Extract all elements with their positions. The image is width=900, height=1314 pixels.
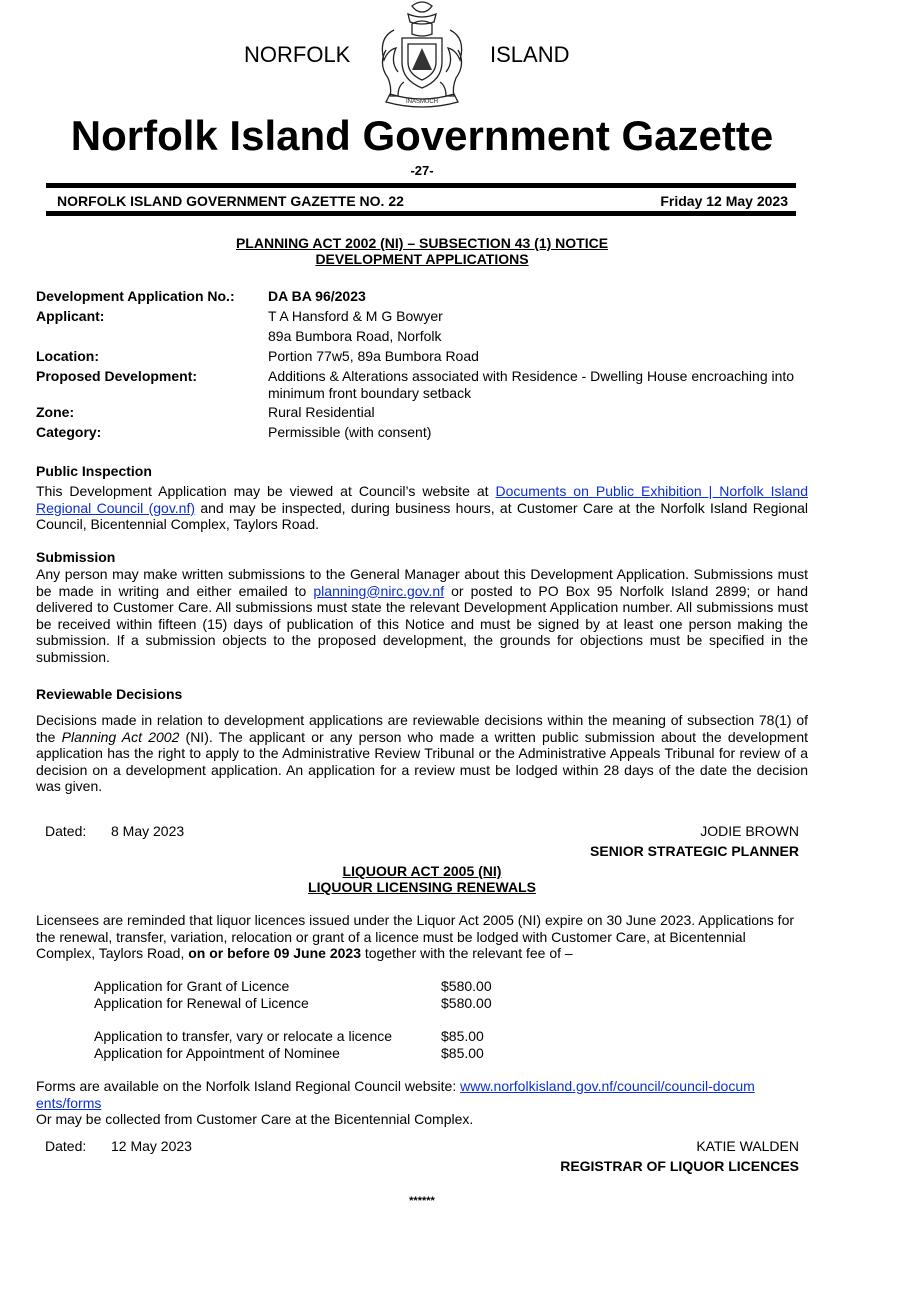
signatory-name: KATIE WALDEN bbox=[696, 1138, 799, 1154]
field-value: Rural Residential bbox=[268, 404, 375, 420]
fee-label: Application for Renewal of Licence bbox=[94, 995, 309, 1011]
fee-amount: $580.00 bbox=[441, 978, 492, 994]
liquor-act-heading: LIQUOUR ACT 2005 (NI) bbox=[342, 863, 502, 879]
public-inspection-text bbox=[36, 483, 808, 533]
paragraph-text: together with the relevant fee of – bbox=[360, 945, 573, 962]
svg-text:INASMUCH: INASMUCH bbox=[405, 99, 439, 105]
fee-label: Application for Appointment of Nominee bbox=[94, 1045, 340, 1061]
field-da-number bbox=[36, 288, 816, 308]
field-value: DA BA 96/2023 bbox=[268, 288, 366, 304]
fee-amount: $85.00 bbox=[441, 1045, 484, 1061]
act-name: Planning Act 2002 bbox=[61, 728, 180, 745]
gazette-date: Friday 12 May 2023 bbox=[660, 193, 788, 209]
field-category bbox=[36, 424, 816, 444]
dated-value: 8 May 2023 bbox=[111, 823, 185, 839]
field-location bbox=[36, 348, 816, 368]
fee-row bbox=[94, 978, 514, 995]
masthead-left: NORFOLK bbox=[244, 42, 351, 67]
field-zone bbox=[36, 404, 816, 424]
forms-text bbox=[36, 1078, 756, 1111]
paragraph-text: This Development Application may be viewed at Council’s website at bbox=[36, 483, 496, 499]
field-label: Category: bbox=[36, 424, 102, 440]
fee-amount: $580.00 bbox=[441, 995, 492, 1011]
deadline-text: on or before 09 June 2023 bbox=[188, 945, 361, 962]
rule-top bbox=[46, 183, 796, 188]
field-value: Permissible (with consent) bbox=[268, 424, 432, 440]
field-proposed-development bbox=[36, 368, 816, 404]
paragraph-text: Licensees are reminded that liquor licences issued under the Liquor Act 2005 (NI) expire on 30 June 2023. Applications for the renewal, transfer, variation, relocation or grant of a licence must be lodged with Customer Care, at Bicentennial Complex, Taylors Road, bbox=[36, 912, 795, 962]
signatory-title: REGISTRAR OF LIQUOR LICENCES bbox=[560, 1158, 799, 1174]
fee-row bbox=[94, 995, 514, 1012]
dated-value: 12 May 2023 bbox=[111, 1138, 192, 1154]
field-applicant-address bbox=[36, 328, 816, 348]
signatory-name: JODIE BROWN bbox=[700, 823, 799, 839]
signatory-title: SENIOR STRATEGIC PLANNER bbox=[590, 843, 799, 859]
masthead-right: ISLAND bbox=[490, 42, 570, 67]
paragraph-text: or posted to PO Box 95 Norfolk Island 2899; or hand delivered to Customer Care. All submissions must state the relevant Development Application number. All submissions must be received within fifteen (15) days of publication of this Notice and must be signed by at least one person making the submission. If a submission objects to the proposed development, the grounds for objections must be specified in the submission. bbox=[36, 582, 808, 665]
paragraph-text: Any person may make written submissions to the General Manager about this Development Application. Submissions must be made in writing and either emailed to bbox=[36, 566, 808, 599]
coat-of-arms-icon bbox=[364, 0, 480, 108]
fee-label: Application to transfer, vary or relocate a licence bbox=[94, 1028, 393, 1044]
crest-emblem bbox=[364, 0, 480, 108]
field-value: 89a Bumbora Road, Norfolk bbox=[268, 328, 442, 344]
rule-bottom bbox=[46, 211, 796, 216]
submission-heading: Submission bbox=[36, 549, 116, 565]
fee-label: Application for Grant of Licence bbox=[94, 978, 290, 994]
paragraph-text: Forms are available on the Norfolk Island Regional Council website: bbox=[36, 1078, 461, 1094]
reviewable-decisions-text bbox=[36, 712, 808, 795]
fee-row bbox=[94, 1045, 514, 1062]
development-applications-heading: DEVELOPMENT APPLICATIONS bbox=[315, 251, 529, 267]
page-number: -27- bbox=[410, 163, 434, 178]
end-mark: ****** bbox=[409, 1195, 435, 1207]
field-label: Zone: bbox=[36, 404, 75, 420]
field-label: Location: bbox=[36, 348, 99, 364]
liquor-renewals-heading: LIQUOUR LICENSING RENEWALS bbox=[308, 879, 536, 895]
forms-link[interactable]: www.norfolkisland.gov.nf/council/council-documents/forms bbox=[36, 1078, 755, 1111]
paragraph-text: and may be inspected, during business hours, at Customer Care at the Norfolk Island Regional Council, Bicentennial Complex, Taylors Road. bbox=[36, 499, 808, 533]
public-exhibition-link[interactable]: Documents on Public Exhibition | Norfolk Island Regional Council (gov.nf) bbox=[36, 483, 808, 516]
dated-label: Dated: bbox=[45, 1138, 87, 1154]
field-value: Additions & Alterations associated with Residence - Dwelling House encroaching into minimum front boundary setback bbox=[268, 368, 795, 401]
paragraph-text: Decisions made in relation to development applications are reviewable decisions within the meaning of subsection 78(1) of the bbox=[36, 712, 808, 745]
field-label: Applicant: bbox=[36, 308, 105, 324]
field-value: T A Hansford & M G Bowyer bbox=[268, 308, 443, 324]
gazette-number: NORFOLK ISLAND GOVERNMENT GAZETTE NO. 22 bbox=[57, 193, 404, 209]
collect-text: Or may be collected from Customer Care at the Bicentennial Complex. bbox=[36, 1111, 474, 1127]
liquor-intro-text bbox=[36, 912, 808, 962]
dated-label: Dated: bbox=[45, 823, 87, 839]
fee-amount: $85.00 bbox=[441, 1028, 484, 1044]
planning-heading: PLANNING ACT 2002 (NI) – SUBSECTION 43 (1) NOTICE bbox=[235, 235, 609, 251]
fee-row bbox=[94, 1028, 514, 1045]
field-label: Proposed Development: bbox=[36, 368, 198, 384]
gazette-title: Norfolk Island Government Gazette bbox=[70, 112, 774, 159]
planning-email-link[interactable]: planning@nirc.gov.nf bbox=[313, 582, 445, 599]
submission-text bbox=[36, 566, 808, 666]
reviewable-decisions-heading: Reviewable Decisions bbox=[36, 686, 183, 702]
field-applicant bbox=[36, 308, 816, 328]
field-label: Development Application No.: bbox=[36, 288, 235, 304]
field-value: Portion 77w5, 89a Bumbora Road bbox=[268, 348, 479, 364]
paragraph-text: (NI). The applicant or any person who made a written public submission about the development application has the right to apply to the Administrative Review Tribunal or the Administrative Appeals Tribunal for review of a decision on a development application. An application for a review must be lodged within 28 days of the date the decision was given. bbox=[36, 728, 808, 795]
public-inspection-heading: Public Inspection bbox=[36, 463, 152, 479]
